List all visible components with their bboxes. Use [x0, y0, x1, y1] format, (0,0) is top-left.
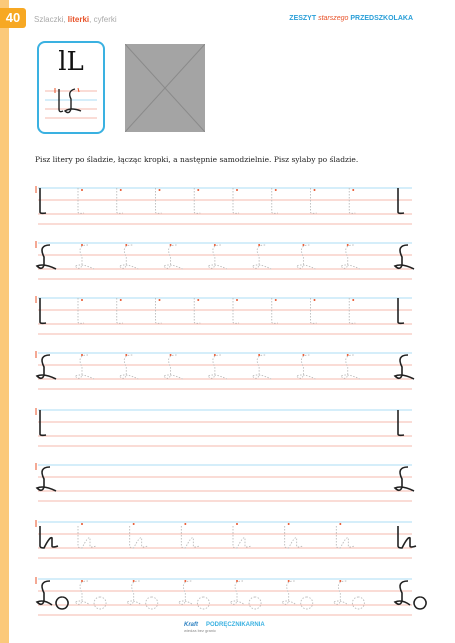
- imprint-tagline: wiedza bez granic: [184, 628, 217, 633]
- tracing-letter: [164, 245, 183, 269]
- tracing-letter: [119, 355, 138, 379]
- start-dot: [159, 299, 161, 301]
- tracing-letter: [398, 188, 404, 213]
- tracing-letter: [272, 298, 278, 323]
- tracing-letter: [252, 245, 271, 269]
- start-dot: [197, 189, 199, 191]
- start-dot: [159, 189, 161, 191]
- imprint-name: PODRĘCZNIKARNIA: [206, 622, 265, 628]
- publisher-logo: Kraft: [184, 622, 199, 628]
- section-title-part: Szlaczki,: [34, 15, 68, 24]
- tracing-letter: [398, 526, 416, 548]
- tracing-letter: [156, 298, 162, 323]
- start-dot: [125, 354, 127, 356]
- tracing-letter: [194, 298, 200, 323]
- start-dot: [197, 299, 199, 301]
- tracing-letter: [341, 245, 360, 269]
- tracing-letter: [349, 188, 355, 213]
- tracing-letter: [395, 467, 414, 491]
- start-dot: [314, 299, 316, 301]
- printed-letters: lL: [58, 47, 84, 77]
- start-dot: [133, 580, 135, 582]
- start-dot: [258, 354, 260, 356]
- tracing-letter: [37, 355, 56, 379]
- start-dot: [120, 299, 122, 301]
- start-dot: [170, 244, 172, 246]
- tracing-letter: [395, 245, 414, 269]
- tracing-letter: [233, 188, 239, 213]
- start-dot: [339, 523, 341, 525]
- series-title-part: ZESZYT: [289, 15, 319, 22]
- footer-logo: [184, 622, 265, 633]
- start-dot: [184, 580, 186, 582]
- series-title-mid: starszego: [318, 15, 349, 22]
- tracing-letter: [398, 410, 404, 435]
- start-dot: [236, 523, 238, 525]
- tracing-letter: [119, 245, 138, 269]
- start-dot: [288, 580, 290, 582]
- start-dot: [81, 354, 83, 356]
- tracing-letter: [272, 188, 278, 213]
- start-dot: [81, 299, 83, 301]
- tracing-letter: [130, 526, 148, 548]
- tracing-letter: [311, 298, 317, 323]
- start-dot: [275, 299, 277, 301]
- start-dot: [120, 189, 122, 191]
- tracing-letter: [40, 298, 46, 323]
- series-title-part: PRZEDSZKOLAKA: [348, 15, 413, 22]
- start-dot: [339, 580, 341, 582]
- tracing-letter: [296, 355, 315, 379]
- section-title-part: , cyferki: [89, 15, 117, 24]
- start-dot: [214, 354, 216, 356]
- tracing-letter: [208, 245, 227, 269]
- tracing-letter: [181, 526, 199, 548]
- tracing-letter: [208, 355, 227, 379]
- start-dot: [184, 523, 186, 525]
- start-dot: [170, 354, 172, 356]
- page-number: 40: [0, 8, 26, 28]
- tracing-letter: [37, 467, 56, 491]
- start-dot: [258, 244, 260, 246]
- tracing-letter: [40, 410, 46, 435]
- start-dot: [352, 189, 354, 191]
- start-dot: [133, 523, 135, 525]
- tracing-letter: [336, 526, 354, 548]
- tracing-letter: [252, 355, 271, 379]
- start-dot: [236, 580, 238, 582]
- tracing-letter: [164, 355, 183, 379]
- section-title-highlight: literki: [67, 15, 90, 24]
- tracing-letter: [285, 526, 303, 548]
- tracing-letter: [341, 355, 360, 379]
- start-dot: [81, 244, 83, 246]
- tracing-letter: [349, 298, 355, 323]
- start-dot: [214, 244, 216, 246]
- tracing-letter: [40, 188, 46, 213]
- start-dot: [302, 244, 304, 246]
- tracing-letter: [40, 526, 58, 548]
- tracing-letter: [311, 188, 317, 213]
- start-dot: [81, 523, 83, 525]
- tracing-letter: [398, 298, 404, 323]
- tracing-letter: [117, 298, 123, 323]
- exercise-instruction: Pisz litery po śladzie, łącząc kropki, a następnie samodzielnie. Pisz sylaby po śladzie.: [35, 155, 359, 164]
- tracing-letter: [233, 298, 239, 323]
- tracing-letter: [75, 355, 94, 379]
- start-dot: [81, 189, 83, 191]
- tracing-letter: [296, 245, 315, 269]
- start-dot: [352, 299, 354, 301]
- tracing-letter: [395, 355, 414, 379]
- start-dot: [236, 189, 238, 191]
- tracing-letter: [75, 245, 94, 269]
- tracing-letter: [37, 245, 56, 269]
- tracing-letter: [117, 188, 123, 213]
- tracing-letter: [78, 298, 84, 323]
- tracing-letter: [233, 526, 251, 548]
- tracing-letter: [78, 526, 96, 548]
- start-dot: [81, 580, 83, 582]
- start-dot: [125, 244, 127, 246]
- tracing-letter: [78, 188, 84, 213]
- start-dot: [275, 189, 277, 191]
- start-dot: [288, 523, 290, 525]
- start-dot: [347, 354, 349, 356]
- start-dot: [302, 354, 304, 356]
- start-dot: [314, 189, 316, 191]
- tracing-letter: [156, 188, 162, 213]
- tracing-letter: [194, 188, 200, 213]
- start-dot: [347, 244, 349, 246]
- start-dot: [236, 299, 238, 301]
